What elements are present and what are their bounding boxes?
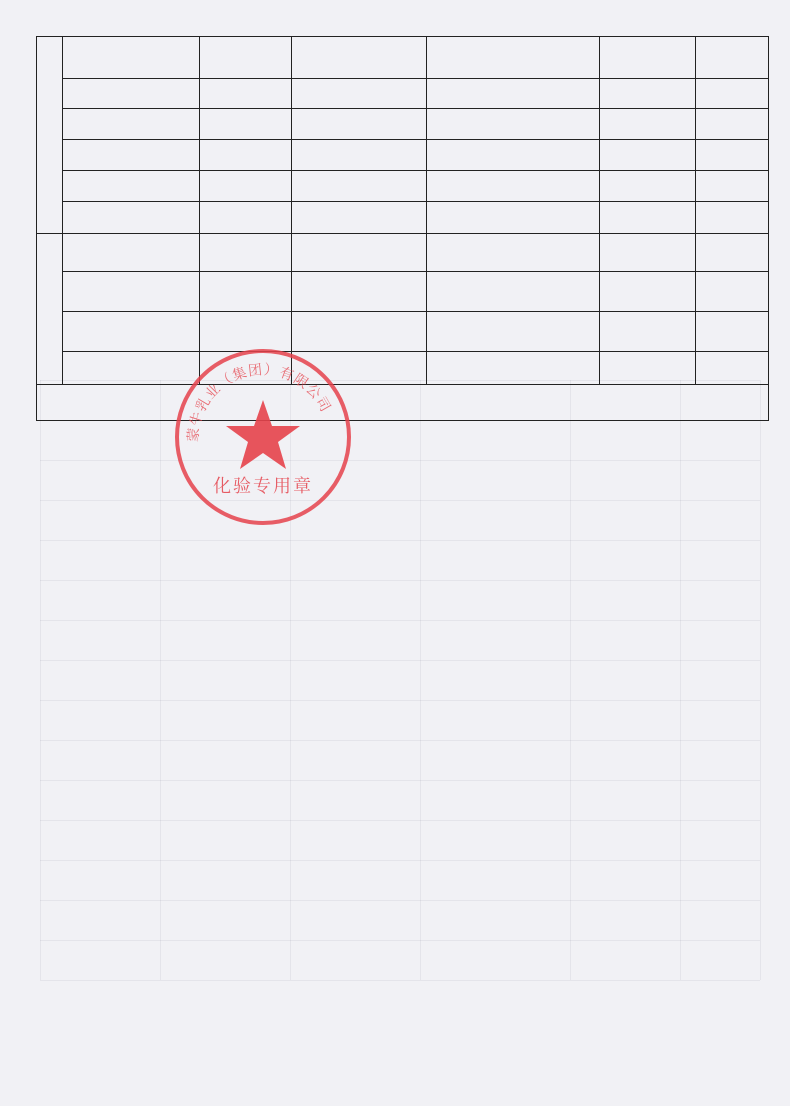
table-row: [37, 140, 769, 171]
item-cell: [63, 171, 200, 202]
limit-cell: [292, 140, 427, 171]
verdict-cell: [696, 37, 769, 79]
unit-cell: [200, 234, 292, 272]
method-cell: [427, 352, 600, 385]
method-cell: [427, 272, 600, 312]
limit-cell: [292, 202, 427, 234]
verdict-cell: [696, 272, 769, 312]
verdict-cell: [696, 140, 769, 171]
limit-cell: [292, 109, 427, 140]
table-row: [37, 272, 769, 312]
method-cell: [427, 140, 600, 171]
result-cell: [600, 37, 696, 79]
unit-cell: [200, 272, 292, 312]
limit-cell: [292, 79, 427, 109]
method-cell: [427, 109, 600, 140]
item-cell: [63, 37, 200, 79]
verdict-cell: [696, 171, 769, 202]
result-cell: [600, 171, 696, 202]
conclusion: [37, 385, 769, 421]
unit-cell: [200, 37, 292, 79]
result-cell: [600, 109, 696, 140]
result-cell: [600, 234, 696, 272]
unit-cell: [200, 109, 292, 140]
result-cell: [600, 202, 696, 234]
method-cell: [427, 202, 600, 234]
test-results-table: [36, 36, 769, 421]
verdict-cell: [696, 234, 769, 272]
result-cell: [600, 79, 696, 109]
category-cell: [37, 234, 63, 385]
method-cell: [427, 171, 600, 202]
limit-cell: [292, 171, 427, 202]
method-cell: [427, 312, 600, 352]
result-cell: [600, 272, 696, 312]
table-row: [37, 109, 769, 140]
verdict-cell: [696, 352, 769, 385]
table-row: [37, 352, 769, 385]
svg-text:化验专用章: 化验专用章: [213, 476, 313, 497]
item-cell: [63, 140, 200, 171]
item-cell: [63, 79, 200, 109]
result-cell: [600, 352, 696, 385]
table-row: [37, 37, 769, 79]
item-cell: [63, 234, 200, 272]
signature-row: [0, 444, 790, 504]
method-cell: [427, 79, 600, 109]
table-row: [37, 79, 769, 109]
unit-cell: [200, 202, 292, 234]
unit-cell: [200, 140, 292, 171]
result-cell: [600, 140, 696, 171]
item-cell: [63, 202, 200, 234]
svg-text:蒙牛乳业（集团）有限公司: 蒙牛乳业（集团）有限公司: [185, 362, 334, 443]
verdict-cell: [696, 202, 769, 234]
unit-cell: [200, 171, 292, 202]
limit-cell: [292, 37, 427, 79]
item-cell: [63, 109, 200, 140]
verdict-cell: [696, 79, 769, 109]
item-cell: [63, 272, 200, 312]
table-row: [37, 312, 769, 352]
table-row: [37, 202, 769, 234]
limit-cell: [292, 272, 427, 312]
method-cell: [427, 234, 600, 272]
method-cell: [427, 37, 600, 79]
limit-cell: [292, 234, 427, 272]
table-row: [37, 234, 769, 272]
verdict-cell: [696, 312, 769, 352]
result-cell: [600, 312, 696, 352]
table-row: [37, 171, 769, 202]
unit-cell: [200, 79, 292, 109]
category-cell: [37, 37, 63, 234]
verdict-cell: [696, 109, 769, 140]
